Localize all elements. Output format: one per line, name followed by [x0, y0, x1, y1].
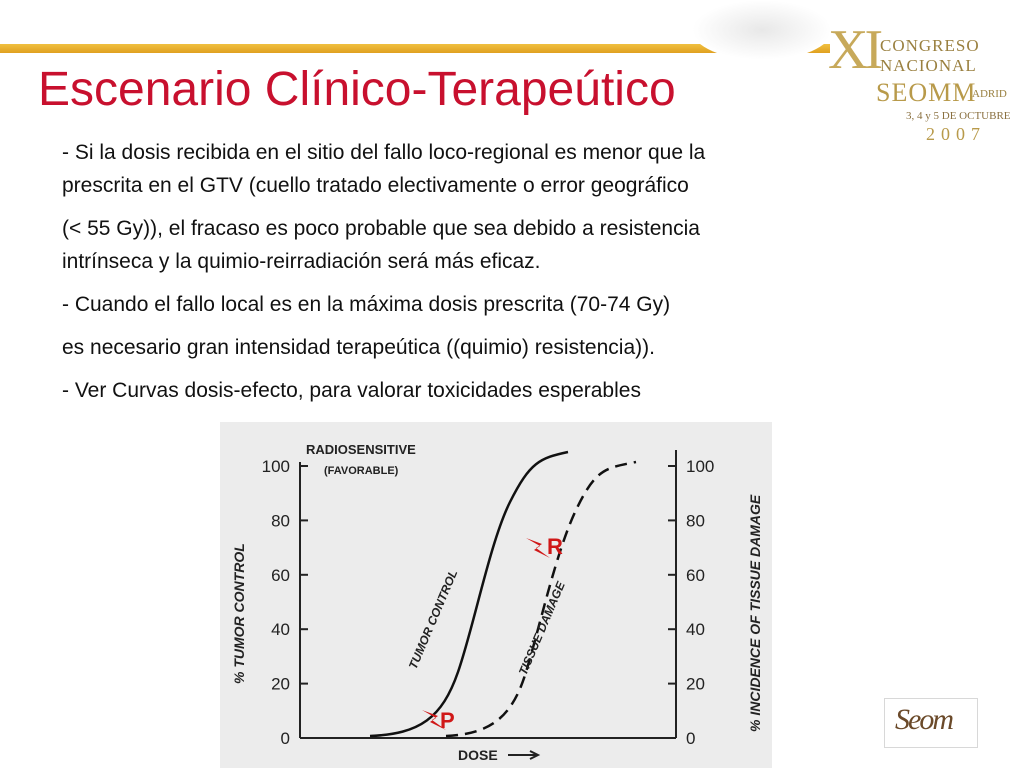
tissue-damage-curve [446, 462, 636, 736]
tick-label: 40 [271, 620, 290, 640]
slide-title: Escenario Clínico-Terapeútico [38, 63, 676, 116]
tick-label: 60 [686, 565, 705, 585]
logo-org [876, 78, 976, 108]
tick-label: 0 [686, 729, 696, 748]
body-line-5: - Cuando el fallo local es en la máxima dosis prescrita (70-74 Gy) [62, 293, 671, 316]
seom-small-logo-text: Seom [895, 703, 952, 736]
marker-p: P [440, 708, 455, 733]
logo-line-congreso: CONGRESO [880, 36, 980, 55]
right-ticks [668, 457, 714, 748]
tick-label: 20 [686, 674, 705, 694]
body-line-6: es necesario gran intensidad terapeútica ((quimio) resistencia)). [62, 336, 655, 359]
tick-label: 40 [686, 620, 705, 640]
tick-label: 60 [271, 565, 290, 585]
logo-numeral: XI [828, 19, 880, 81]
body-line-3: (< 55 Gy)), el fracaso es poco probable que sea debido a resistencia [62, 217, 700, 240]
logo-city-initial: M [952, 78, 977, 107]
logo-year: 2007 [926, 124, 986, 144]
slide-body [62, 136, 962, 407]
left-ticks [262, 457, 308, 748]
dose-arrow-icon [508, 751, 538, 759]
tick-label: 80 [271, 511, 290, 531]
dose-effect-curves [220, 422, 772, 768]
left-axis-label: % TUMOR CONTROL [231, 543, 247, 684]
logo-line-nacional: NACIONAL [880, 56, 977, 75]
tick-label: 0 [280, 729, 290, 748]
logo-city: ADRID [972, 88, 1007, 100]
figure-subheading: (FAVORABLE) [324, 465, 399, 477]
logo-background-image [692, 0, 832, 60]
body-line-7: - Ver Curvas dosis-efecto, para valorar toxicidades esperables [62, 379, 641, 402]
body-line-1: - Si la dosis recibida en el sitio del fallo loco-regional es menor que la [62, 141, 706, 164]
dose-effect-figure [220, 422, 772, 768]
x-axis-label: DOSE [458, 747, 498, 763]
seom-small-logo [884, 698, 978, 748]
body-line-4: intrínseca y la quimio-reirradiación será más eficaz. [62, 250, 541, 273]
tick-label: 80 [686, 511, 705, 531]
tissue-damage-label: TISSUE DAMAGE [515, 579, 568, 678]
marker-r: R [547, 534, 563, 559]
tumor-control-label: TUMOR CONTROL [405, 567, 461, 672]
logo-dates: 3, 4 y 5 DE OCTUBRE [906, 110, 1011, 122]
body-line-2: prescrita en el GTV (cuello tratado electivamente o error geográfico [62, 174, 689, 197]
tick-label: 100 [261, 457, 290, 476]
tick-label: 100 [686, 457, 715, 476]
figure-heading: RADIOSENSITIVE [306, 442, 416, 457]
congress-logo [822, 18, 1020, 148]
right-axis-label: % INCIDENCE OF TISSUE DAMAGE [747, 494, 763, 732]
logo-org-text: SEOM [876, 78, 953, 107]
tumor-control-curve [370, 452, 568, 736]
tick-label: 20 [271, 674, 290, 694]
